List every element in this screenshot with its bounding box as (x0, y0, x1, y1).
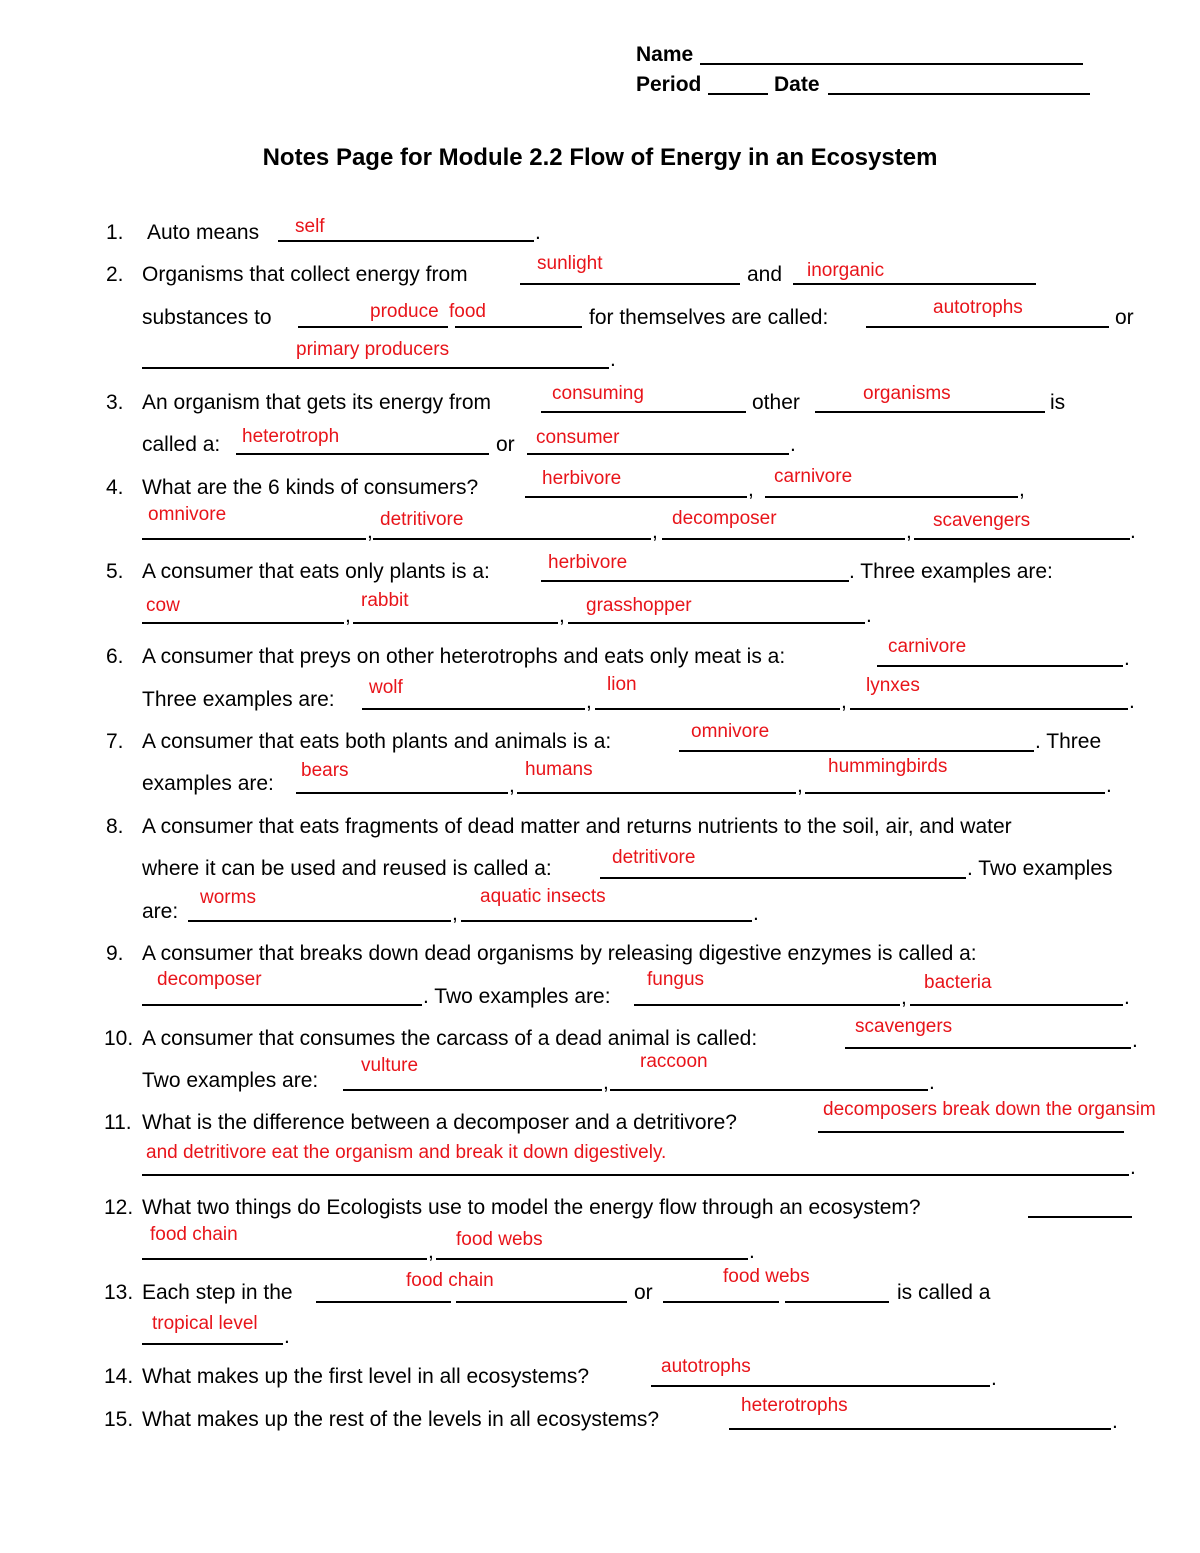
q10-blank-type (845, 1047, 1131, 1049)
q10-text2: Two examples are: (142, 1069, 319, 1092)
punctuation: . (1129, 690, 1135, 713)
q3-answer-consumer: consumer (536, 427, 620, 448)
q2-blank-6 (142, 367, 609, 369)
q6-blank-ex1 (362, 708, 585, 710)
punctuation: . (1132, 1029, 1138, 1052)
q2-text3: for themselves are called: (589, 306, 829, 329)
q4-blank-2 (765, 496, 1018, 498)
q2-answer-sunlight: sunlight (537, 253, 603, 274)
q12-blank-2 (436, 1258, 748, 1260)
q14-answer: autotrophs (661, 1356, 751, 1377)
q9-example-1: fungus (647, 969, 705, 990)
punctuation: , (509, 774, 515, 797)
punctuation: . (749, 1240, 755, 1263)
q3-other: other (752, 391, 800, 414)
q6-example-1: wolf (369, 677, 403, 698)
q13-blank-4 (785, 1301, 889, 1303)
period-label: Period (636, 73, 702, 96)
q10-number: 10. (104, 1027, 134, 1050)
q7-three: . Three (1035, 730, 1102, 753)
q8-text3: are: (142, 900, 179, 923)
q12-blank-1 (142, 1258, 427, 1260)
q6-number: 6. (106, 645, 124, 668)
q3-blank-4 (527, 453, 789, 455)
q3-text1: An organism that gets its energy from (142, 391, 491, 414)
q7-blank-ex3 (805, 792, 1105, 794)
q2-answer-autotrophs: autotrophs (933, 297, 1023, 318)
q4-answer-3: omnivore (148, 504, 227, 525)
q6-blank-ex2 (595, 708, 840, 710)
q7-blank-type (679, 750, 1034, 752)
period-blank (708, 93, 768, 95)
q6-example-2: lion (607, 674, 637, 695)
q8-text2: where it can be used and reused is called a: (142, 857, 552, 880)
q3-answer-heterotroph: heterotroph (242, 426, 340, 447)
q1-blank (278, 240, 534, 242)
punctuation: , (652, 520, 658, 543)
q15-blank (729, 1428, 1111, 1430)
punctuation: . (1124, 647, 1130, 670)
q13-text2: is called a (897, 1281, 991, 1304)
q3-is: is (1050, 391, 1066, 414)
page-title: Notes Page for Module 2.2 Flow of Energy in an Ecosystem (262, 144, 938, 171)
q6-blank-ex3 (850, 708, 1128, 710)
q10-text1: A consumer that consumes the carcass of a dead animal is called: (142, 1027, 758, 1050)
punctuation: , (559, 604, 565, 627)
q11-answer-line2: and detritivore eat the organism and break it down digestively. (146, 1142, 667, 1163)
q6-text2: Three examples are: (142, 688, 335, 711)
punctuation: , (603, 1071, 609, 1094)
q12-answer-1: food chain (150, 1224, 238, 1245)
q3-answer-organisms: organisms (863, 383, 951, 404)
punctuation: . (1106, 774, 1112, 797)
punctuation: . (1130, 1156, 1136, 1179)
q15-answer: heterotrophs (741, 1395, 848, 1416)
q2-blank-2 (793, 283, 1036, 285)
q4-answer-1: herbivore (542, 468, 622, 489)
q7-blank-ex1 (296, 792, 508, 794)
q3-blank-2 (815, 411, 1045, 413)
punctuation: . (1124, 986, 1130, 1009)
q4-blank-6 (914, 538, 1130, 540)
q12-text: What two things do Ecologists use to model the energy flow through an ecosystem? (142, 1196, 921, 1219)
q4-answer-2: carnivore (774, 466, 853, 487)
q2-text1: Organisms that collect energy from (142, 263, 468, 286)
q5-example-2: rabbit (361, 590, 409, 611)
punctuation: . (753, 902, 759, 925)
q4-blank-3 (142, 538, 366, 540)
q14-blank (651, 1385, 990, 1387)
q14-text: What makes up the first level in all ecosystems? (142, 1365, 590, 1388)
q4-blank-5 (662, 538, 905, 540)
q4-answer-5: decomposer (672, 508, 777, 529)
name-label: Name (636, 43, 694, 66)
q8-two: . Two examples (967, 857, 1113, 880)
q11-blank-2 (142, 1174, 1129, 1176)
q8-example-1: worms (200, 887, 256, 908)
q2-answer-produce: produce (370, 301, 439, 322)
q6-blank-type (877, 665, 1123, 667)
punctuation: , (586, 690, 592, 713)
punctuation: . (1130, 520, 1136, 543)
punctuation: . (991, 1367, 997, 1390)
q7-text2: examples are: (142, 772, 274, 795)
q7-example-1: bears (301, 760, 349, 781)
punctuation: , (748, 478, 754, 501)
q8-example-2: aquatic insects (480, 886, 606, 907)
q10-blank-ex2 (610, 1089, 928, 1091)
q13-text1: Each step in the (142, 1281, 293, 1304)
q4-blank-4 (373, 538, 651, 540)
q13-answer-chain: food chain (406, 1270, 494, 1291)
q7-answer-type: omnivore (691, 721, 770, 742)
q7-blank-ex2 (517, 792, 796, 794)
q5-blank-type (541, 580, 849, 582)
q9-blank-ex1 (634, 1004, 900, 1006)
q8-number: 8. (106, 815, 124, 838)
q5-text2: . Three examples are: (849, 560, 1053, 583)
punctuation: , (841, 690, 847, 713)
q8-blank-type (600, 877, 966, 879)
q2-blank-1 (520, 283, 740, 285)
q5-blank-ex3 (568, 622, 865, 624)
punctuation: , (428, 1240, 434, 1263)
punctuation: , (906, 520, 912, 543)
q8-blank-ex2 (461, 920, 752, 922)
name-blank (700, 63, 1083, 65)
q3-blank-1 (541, 411, 746, 413)
q15-text: What makes up the rest of the levels in all ecosystems? (142, 1408, 660, 1431)
q9-text2: . Two examples are: (423, 985, 611, 1008)
q12-blank-tail (1028, 1216, 1132, 1218)
q5-text1: A consumer that eats only plants is a: (142, 560, 490, 583)
q11-number: 11. (104, 1111, 132, 1134)
q2-answer-primary: primary producers (296, 339, 450, 360)
q11-text: What is the difference between a decomposer and a detritivore? (142, 1111, 737, 1134)
q11-answer-line1: decomposers break down the organsim (823, 1099, 1156, 1120)
q2-blank-4 (455, 326, 582, 328)
q2-or: or (1115, 306, 1134, 329)
q3-answer-consuming: consuming (552, 383, 644, 404)
q2-blank-5 (866, 326, 1109, 328)
q2-blank-3 (298, 326, 448, 328)
q4-answer-4: detritivore (380, 509, 464, 530)
q6-example-3: lynxes (866, 675, 920, 696)
q5-example-3: grasshopper (586, 595, 692, 616)
q5-example-1: cow (146, 595, 180, 616)
date-blank (828, 93, 1090, 95)
q13-number: 13. (104, 1281, 134, 1304)
q2-answer-inorganic: inorganic (807, 260, 885, 281)
q5-blank-ex2 (353, 622, 558, 624)
q9-blank-type (142, 1004, 422, 1006)
q13-blank-2 (456, 1301, 627, 1303)
punctuation: . (284, 1325, 290, 1348)
q3-text2: called a: (142, 433, 221, 456)
q8-answer-type: detritivore (612, 847, 696, 868)
q9-text1: A consumer that breaks down dead organisms by releasing digestive enzymes is called a: (142, 942, 977, 965)
q4-blank-1 (525, 496, 747, 498)
q10-example-1: vulture (361, 1055, 419, 1076)
date-label: Date (774, 73, 820, 96)
q15-number: 15. (104, 1408, 134, 1431)
q3-or: or (496, 433, 515, 456)
punctuation: . (535, 221, 541, 244)
punctuation: . (790, 433, 796, 456)
punctuation: , (452, 902, 458, 925)
q13-answer-webs: food webs (723, 1266, 810, 1287)
punctuation: . (929, 1071, 935, 1094)
q9-blank-ex2 (910, 1004, 1123, 1006)
q2-text2: substances to (142, 306, 272, 329)
q5-blank-ex1 (142, 622, 344, 624)
punctuation: . (610, 348, 616, 371)
q13-answer-level: tropical level (152, 1313, 258, 1334)
q7-example-3: hummingbirds (828, 756, 948, 777)
q13-blank-5 (142, 1343, 283, 1345)
q8-text1: A consumer that eats fragments of dead matter and returns nutrients to the soil, air, and water (142, 815, 1012, 838)
q1-number: 1. (106, 221, 124, 244)
q6-answer-type: carnivore (888, 636, 967, 657)
q9-example-2: bacteria (924, 972, 992, 993)
q7-text1: A consumer that eats both plants and animals is a: (142, 730, 612, 753)
q4-answer-6: scavengers (933, 510, 1031, 531)
q7-example-2: humans (525, 759, 593, 780)
q4-text: What are the 6 kinds of consumers? (142, 476, 479, 499)
q11-blank-1 (818, 1131, 1124, 1133)
q10-example-2: raccoon (640, 1051, 708, 1072)
q12-answer-2: food webs (456, 1229, 543, 1250)
q13-or: or (634, 1281, 653, 1304)
q2-answer-food: food (449, 301, 486, 322)
q13-blank-3 (663, 1301, 779, 1303)
q7-number: 7. (106, 730, 124, 753)
q10-answer-type: scavengers (855, 1016, 953, 1037)
q8-blank-ex1 (188, 920, 451, 922)
q4-number: 4. (106, 476, 124, 499)
punctuation: , (367, 520, 373, 543)
q14-number: 14. (104, 1365, 134, 1388)
q1-answer: self (295, 216, 325, 237)
punctuation: , (797, 774, 803, 797)
q6-text1: A consumer that preys on other heterotrophs and eats only meat is a: (142, 645, 786, 668)
q5-number: 5. (106, 560, 124, 583)
q12-number: 12. (104, 1196, 134, 1219)
q3-number: 3. (106, 391, 124, 414)
q9-answer-type: decomposer (157, 969, 262, 990)
punctuation: , (901, 986, 907, 1009)
q1-text: Auto means (147, 221, 260, 244)
q3-blank-3 (236, 453, 489, 455)
q2-number: 2. (106, 263, 124, 286)
q9-number: 9. (106, 942, 124, 965)
punctuation: , (345, 604, 351, 627)
q13-blank-1 (316, 1301, 451, 1303)
punctuation: . (1112, 1410, 1118, 1433)
q10-blank-ex1 (343, 1089, 602, 1091)
punctuation: . (866, 604, 872, 627)
punctuation: , (1019, 478, 1025, 501)
q2-and: and (747, 263, 783, 286)
q5-answer-type: herbivore (548, 552, 628, 573)
